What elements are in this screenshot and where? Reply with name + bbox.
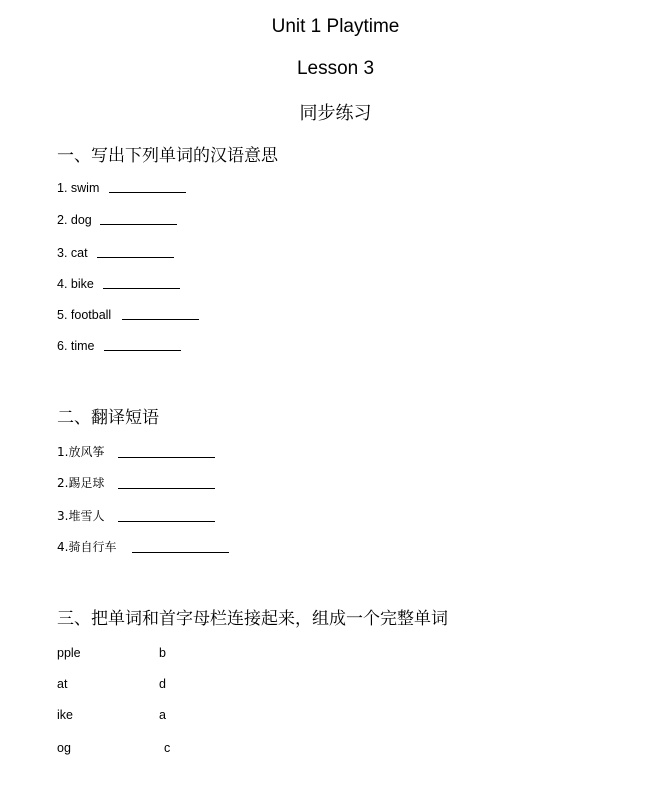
initial-letter[interactable]: c [164, 741, 171, 755]
item-label: 2. dog [57, 213, 92, 227]
item-label: 3. cat [57, 246, 88, 260]
section-1-item [57, 246, 174, 260]
section-1-item [57, 181, 186, 195]
section-2-item [57, 474, 215, 491]
initial-letter[interactable]: a [159, 708, 166, 722]
section-1-item [57, 213, 177, 227]
section-2-item [57, 443, 215, 460]
answer-blank[interactable] [132, 551, 229, 553]
word-fragment[interactable]: og [57, 741, 71, 755]
section-1-item [57, 308, 199, 322]
answer-blank[interactable] [104, 349, 181, 351]
answer-blank[interactable] [109, 191, 186, 193]
item-label: 3.堆雪人 [57, 509, 105, 523]
word-fragment[interactable]: at [57, 677, 68, 691]
item-label: 1. swim [57, 181, 100, 195]
item-label: 4.骑自行车 [57, 540, 117, 554]
page-title: Unit 1 Playtime [271, 16, 400, 37]
item-label: 4. bike [57, 277, 94, 291]
section-2-item [57, 507, 215, 524]
page-subtitle: 同步练习 [299, 103, 372, 124]
answer-blank[interactable] [118, 487, 215, 489]
answer-blank[interactable] [100, 223, 177, 225]
answer-blank[interactable] [118, 520, 215, 522]
item-label: 2.踢足球 [57, 476, 105, 490]
section-3-heading: 三、把单词和首字母栏连接起来，组成一个完整单词 [57, 609, 448, 629]
word-fragment[interactable]: ike [57, 708, 73, 722]
answer-blank[interactable] [118, 456, 215, 458]
section-1-item [57, 339, 181, 353]
lesson-title: Lesson 3 [296, 58, 375, 79]
answer-blank[interactable] [97, 256, 174, 258]
section-2-heading: 二、翻译短语 [57, 408, 159, 428]
item-label: 5. football [57, 308, 112, 322]
section-1-item [57, 277, 180, 291]
section-1-heading: 一、写出下列单词的汉语意思 [57, 146, 278, 166]
answer-blank[interactable] [103, 287, 180, 289]
item-label: 6. time [57, 339, 95, 353]
initial-letter[interactable]: d [159, 677, 166, 691]
section-2-item [57, 538, 229, 555]
item-label: 1.放风筝 [57, 445, 105, 459]
word-fragment[interactable]: pple [57, 646, 81, 660]
answer-blank[interactable] [122, 318, 199, 320]
initial-letter[interactable]: b [159, 646, 166, 660]
